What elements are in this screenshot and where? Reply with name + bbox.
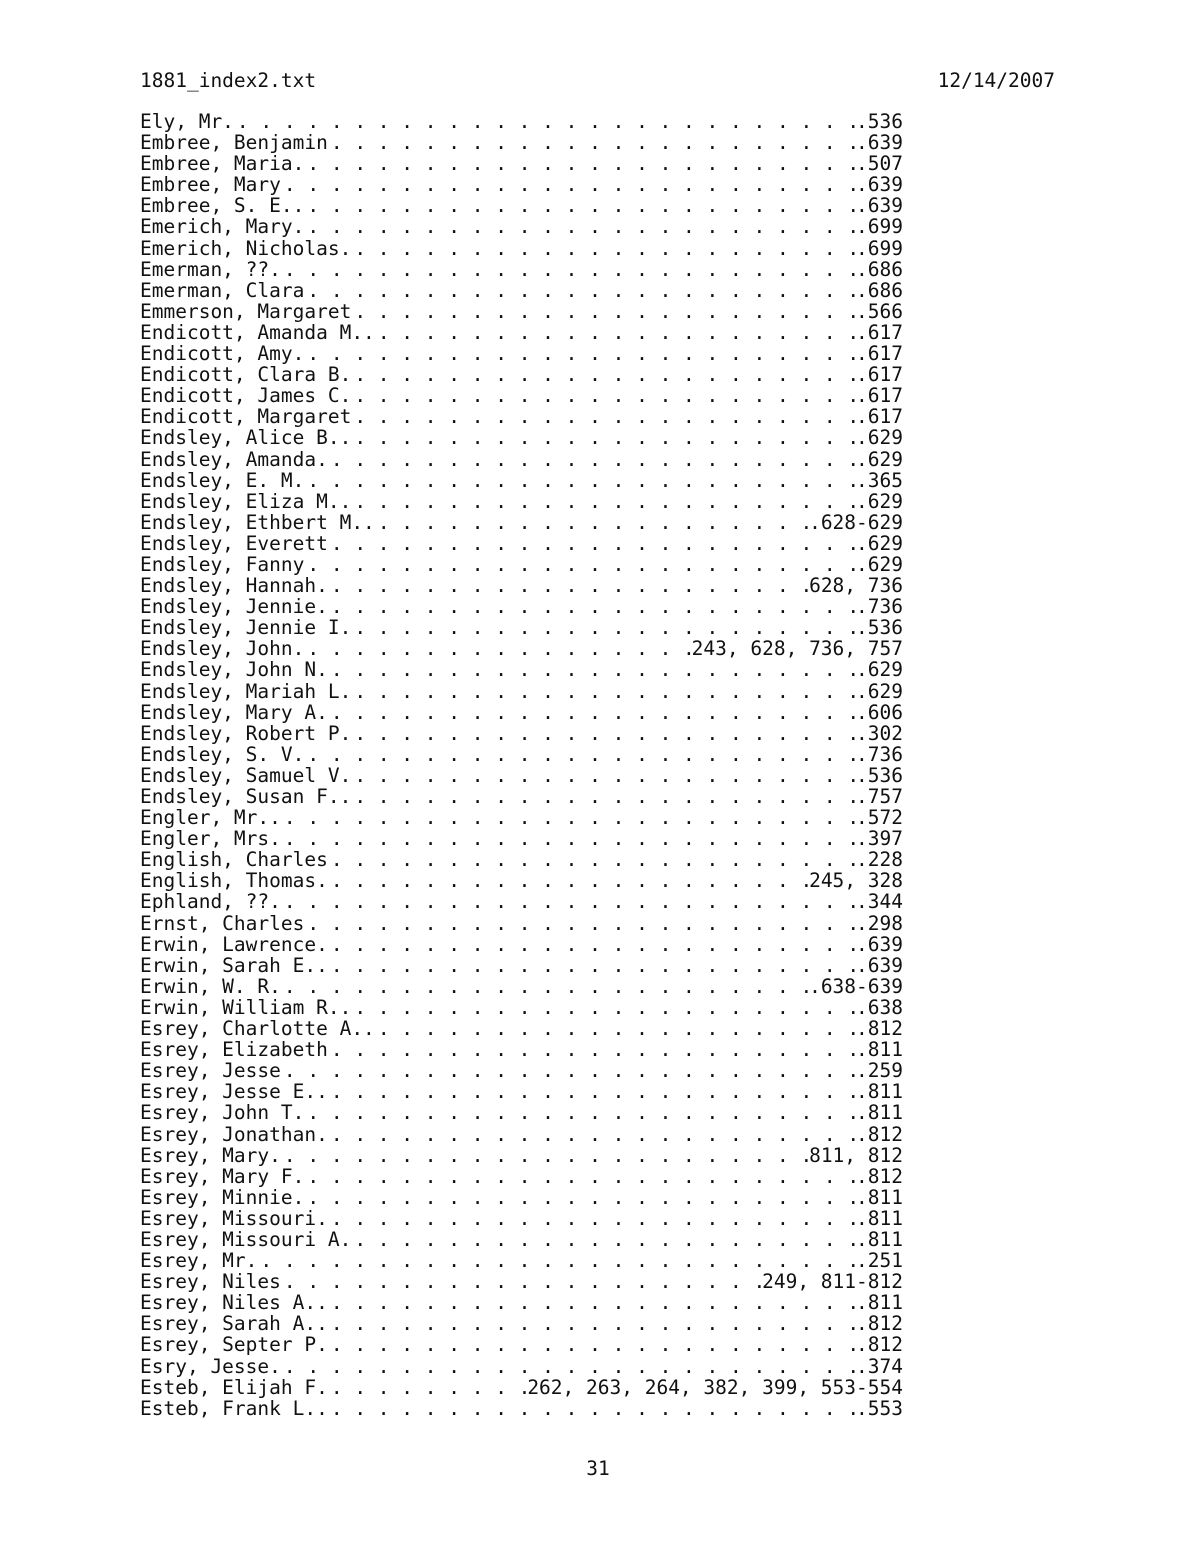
index-entry (140, 111, 903, 132)
dot-leader (331, 1292, 855, 1313)
index-entry (140, 364, 903, 385)
entry-pages: .606 (856, 701, 903, 723)
entry-pages: 243, 628, 736, 757 (691, 638, 903, 660)
entry-name: Esrey, Charlotte A.. (140, 1018, 375, 1040)
entry-pages: .811 (856, 1292, 903, 1314)
entry-pages: .628-629 (809, 511, 903, 533)
entry-name: Endicott, Amy. (140, 343, 305, 365)
file-name: 1881_index2.txt (140, 69, 317, 92)
entry-name: Erwin, William R.. (140, 996, 352, 1019)
index-entry (140, 849, 903, 870)
entry-pages: .365 (856, 469, 903, 491)
entry-name: Endsley, Susan F.. (140, 786, 352, 808)
entry-name: Endsley, Robert P. (140, 722, 352, 744)
entry-name: Endsley, Fanny (140, 553, 305, 576)
index-entry (140, 1229, 903, 1250)
entry-name: Esteb, Elijah F. (140, 1376, 328, 1398)
dot-leader (307, 913, 855, 934)
entry-name: Endsley, Alice B.. (140, 427, 352, 449)
dot-leader (284, 891, 855, 912)
entry-name: Endsley, Jennie I. (140, 617, 352, 639)
entry-pages: .812 (856, 1334, 903, 1356)
entry-name: Endsley, Hannah. (140, 575, 328, 597)
dot-leader (307, 470, 855, 491)
entry-pages: .629 (856, 448, 903, 470)
entry-pages: .629 (856, 427, 903, 449)
dot-leader (354, 786, 855, 807)
dot-leader (284, 828, 855, 849)
entry-pages: .344 (856, 891, 903, 913)
dot-leader (237, 111, 855, 132)
entry-name: Esrey, Jesse E.. (140, 1081, 328, 1103)
index-entry (140, 765, 903, 786)
entry-pages: .302 (856, 722, 903, 744)
index-entry (140, 1208, 903, 1229)
entry-name: Endicott, James C. (140, 385, 352, 407)
index-entry (140, 533, 903, 554)
entry-name: Esrey, Missouri A. (140, 1228, 352, 1251)
index-entry (140, 491, 903, 512)
entry-name: Ernst, Charles (140, 912, 305, 934)
index-entry (140, 702, 903, 723)
dot-leader (354, 238, 855, 259)
entry-name: Erwin, Lawrence. (140, 933, 328, 955)
index-entry (140, 786, 903, 807)
dot-leader (307, 554, 855, 575)
entry-name: Endsley, Samuel V. (140, 764, 352, 786)
dot-leader (284, 976, 808, 997)
dot-leader (307, 1102, 855, 1123)
dot-leader (378, 1018, 855, 1039)
index-entry (140, 1039, 903, 1060)
entry-name: Esry, Jesse. (140, 1355, 281, 1377)
index-entry (140, 195, 903, 216)
entry-pages: .397 (856, 828, 903, 850)
dot-leader (307, 343, 855, 364)
index-entry (140, 174, 903, 195)
dot-leader (331, 849, 855, 870)
dot-leader (307, 744, 855, 765)
entry-name: Esrey, Mr. (140, 1250, 258, 1272)
dot-leader (331, 1313, 855, 1334)
entry-name: Ely, Mr. (140, 111, 234, 133)
entry-name: English, Thomas. (140, 870, 328, 892)
entry-name: Engler, Mrs. (140, 828, 281, 850)
entry-pages: .629 (856, 680, 903, 702)
index-entry (140, 1187, 903, 1208)
print-date: 12/14/2007 (937, 69, 1055, 92)
entry-pages: .812 (856, 1165, 903, 1187)
entry-pages: .639 (856, 195, 903, 217)
entry-pages: .699 (856, 237, 903, 259)
entry-pages: .811 (856, 1081, 903, 1103)
dot-leader (354, 491, 855, 512)
dot-leader (331, 1208, 855, 1229)
index-entry (140, 322, 903, 343)
entry-pages: .811 (856, 1102, 903, 1124)
entry-pages: .566 (856, 300, 903, 322)
index-entry (140, 1313, 903, 1334)
index-entry (140, 681, 903, 702)
entry-name: Esrey, Septer P. (140, 1334, 328, 1356)
entry-name: Endsley, Jennie. (140, 596, 328, 618)
index-entry (140, 280, 903, 301)
dot-leader (331, 702, 855, 723)
entry-name: Emerman, Clara (140, 279, 305, 301)
entry-pages: .629 (856, 553, 903, 576)
entry-pages: .736 (856, 596, 903, 618)
index-entry (140, 132, 903, 153)
entry-name: Esteb, Frank L.. (140, 1397, 328, 1419)
entry-pages: .374 (856, 1355, 903, 1377)
entry-name: Esrey, Elizabeth (140, 1039, 328, 1061)
dot-leader (378, 512, 808, 533)
dot-leader (307, 216, 855, 237)
dot-leader (354, 385, 855, 406)
index-entry (140, 1124, 903, 1145)
dot-leader (331, 596, 855, 617)
entry-name: Ephland, ??. (140, 891, 281, 913)
index-entry (140, 1356, 903, 1377)
entry-pages: .736 (856, 743, 903, 765)
dot-leader (331, 575, 808, 596)
dot-leader (331, 132, 855, 153)
entry-pages: .812 (856, 1018, 903, 1040)
index-entry (140, 554, 903, 575)
entry-name: Engler, Mr.. (140, 807, 281, 829)
dot-leader (331, 659, 855, 680)
dot-leader (354, 723, 855, 744)
index-entry (140, 1377, 903, 1398)
entry-name: Erwin, W. R. (140, 975, 281, 997)
dot-leader (354, 765, 855, 786)
index-entry (140, 512, 903, 533)
entry-name: Embree, Benjamin (140, 132, 328, 154)
entry-pages: .686 (856, 279, 903, 301)
index-entry (140, 238, 903, 259)
index-entry (140, 1081, 903, 1102)
entry-pages: .811 (856, 1186, 903, 1208)
dot-leader (307, 153, 855, 174)
index-entry (140, 427, 903, 448)
entry-name: Esrey, Jesse (140, 1060, 281, 1082)
entry-name: Endsley, Amanda. (140, 448, 328, 470)
index-entry (140, 596, 903, 617)
index-entry (140, 913, 903, 934)
entry-pages: .536 (856, 764, 903, 786)
index-entry (140, 1398, 903, 1419)
entry-pages: .536 (856, 617, 903, 639)
dot-leader (284, 1060, 855, 1081)
index-entry (140, 1334, 903, 1355)
dot-leader (284, 1145, 808, 1166)
entry-pages: .251 (856, 1250, 903, 1272)
dot-leader (307, 280, 855, 301)
dot-leader (331, 533, 855, 554)
entry-name: Esrey, Niles (140, 1271, 281, 1293)
entry-pages: .617 (856, 406, 903, 428)
dot-leader (331, 1334, 855, 1355)
entry-name: Esrey, Mary F. (140, 1165, 305, 1187)
index-entry (140, 1145, 903, 1166)
dot-leader (354, 681, 855, 702)
dot-leader (331, 1398, 855, 1419)
entry-pages: .757 (856, 786, 903, 808)
entry-name: Esrey, Jonathan. (140, 1123, 328, 1145)
entry-pages: .228 (856, 849, 903, 871)
entry-name: Endsley, E. M. (140, 469, 305, 491)
entry-pages: .811 (856, 1039, 903, 1061)
entry-pages: .629 (856, 490, 903, 512)
entry-name: Endsley, Mariah L. (140, 680, 352, 702)
entry-name: Endsley, S. V. (140, 743, 305, 765)
entry-name: Erwin, Sarah E.. (140, 954, 328, 976)
entry-name: Endsley, Mary A. (140, 701, 328, 723)
entry-pages: .572 (856, 807, 903, 829)
entry-name: Endicott, Margaret (140, 406, 352, 428)
index-entry (140, 638, 903, 659)
entry-pages: .536 (856, 111, 903, 133)
entry-name: Endsley, Eliza M.. (140, 490, 352, 512)
dot-leader (260, 1250, 855, 1271)
index-entry (140, 891, 903, 912)
dot-leader (331, 1081, 855, 1102)
dot-leader (284, 1356, 855, 1377)
dot-leader (354, 427, 855, 448)
index-entry (140, 1166, 903, 1187)
dot-leader (307, 1187, 855, 1208)
entry-name: Esrey, Niles A.. (140, 1292, 328, 1314)
entry-pages: .259 (856, 1060, 903, 1082)
index-entry (140, 1271, 903, 1292)
entry-name: Esrey, Sarah A.. (140, 1313, 328, 1335)
entry-pages: .629 (856, 659, 903, 681)
dot-leader (284, 1271, 761, 1292)
entry-pages: .638-639 (809, 975, 903, 997)
entry-pages: 249, 811-812 (762, 1271, 903, 1293)
dot-leader (331, 934, 855, 955)
entry-pages: .639 (856, 132, 903, 154)
entry-pages: .639 (856, 933, 903, 955)
dot-leader (378, 322, 855, 343)
index-entry (140, 470, 903, 491)
index-entry (140, 216, 903, 237)
index-entry (140, 934, 903, 955)
dot-leader (331, 870, 808, 891)
entry-pages: .617 (856, 364, 903, 386)
page-number: 31 (586, 1457, 610, 1480)
dot-leader (307, 195, 855, 216)
index-entry (140, 976, 903, 997)
index-entry (140, 617, 903, 638)
index-entry (140, 807, 903, 828)
dot-leader (284, 807, 855, 828)
entry-pages: .507 (856, 153, 903, 175)
entry-name: Emerman, ??. (140, 258, 281, 280)
index-entry (140, 343, 903, 364)
dot-leader (331, 1377, 526, 1398)
entry-pages: .553 (856, 1397, 903, 1419)
entry-name: Embree, Maria. (140, 153, 305, 175)
dot-leader (354, 301, 855, 322)
entry-pages: .686 (856, 258, 903, 280)
entry-name: Emerich, Nicholas. (140, 237, 352, 259)
entry-name: Esrey, Mary. (140, 1144, 281, 1166)
dot-leader (331, 1124, 855, 1145)
entry-pages: .617 (856, 343, 903, 365)
entry-name: Esrey, John T. (140, 1102, 305, 1124)
dot-leader (331, 955, 855, 976)
entry-pages: .629 (856, 532, 903, 554)
dot-leader (354, 997, 855, 1018)
index-entry (140, 259, 903, 280)
index-entry (140, 1018, 903, 1039)
dot-leader (354, 1229, 855, 1250)
index-entry (140, 659, 903, 680)
dot-leader (354, 406, 855, 427)
entry-pages: .639 (856, 954, 903, 976)
entry-name: Endicott, Amanda M.. (140, 321, 375, 344)
dot-leader (307, 1166, 855, 1187)
dot-leader (331, 1039, 855, 1060)
entry-name: Endsley, John N. (140, 659, 328, 681)
dot-leader (307, 638, 690, 659)
index-entry (140, 385, 903, 406)
entry-pages: .699 (856, 216, 903, 238)
entry-pages: 811, 812 (809, 1144, 903, 1166)
index-entry (140, 449, 903, 470)
index-entry (140, 153, 903, 174)
index-entry (140, 1060, 903, 1081)
entry-pages: .617 (856, 321, 903, 344)
index-list (140, 111, 903, 1419)
index-entry (140, 828, 903, 849)
dot-leader (284, 259, 855, 280)
entry-name: Endicott, Clara B. (140, 364, 352, 386)
entry-pages: .298 (856, 912, 903, 934)
entry-name: Emerich, Mary. (140, 216, 305, 238)
entry-name: Endsley, Everett (140, 532, 328, 554)
entry-name: English, Charles (140, 849, 328, 871)
entry-name: Endsley, Ethbert M.. (140, 511, 375, 533)
entry-pages: 628, 736 (809, 575, 903, 597)
index-entry (140, 301, 903, 322)
index-entry (140, 406, 903, 427)
index-entry (140, 575, 903, 596)
entry-pages: 245, 328 (809, 870, 903, 892)
entry-pages: .617 (856, 385, 903, 407)
entry-pages: .812 (856, 1123, 903, 1145)
index-entry (140, 723, 903, 744)
entry-pages: .811 (856, 1228, 903, 1251)
index-entry (140, 1102, 903, 1123)
entry-name: Emmerson, Margaret (140, 300, 352, 322)
index-entry (140, 955, 903, 976)
entry-pages: .638 (856, 996, 903, 1019)
index-entry (140, 1250, 903, 1271)
dot-leader (284, 174, 855, 195)
dot-leader (354, 364, 855, 385)
index-entry (140, 744, 903, 765)
entry-pages: 262, 263, 264, 382, 399, 553-554 (527, 1376, 903, 1398)
entry-pages: .811 (856, 1207, 903, 1229)
entry-pages: .639 (856, 174, 903, 196)
dot-leader (354, 617, 855, 638)
entry-name: Embree, Mary (140, 174, 281, 196)
index-entry (140, 870, 903, 891)
entry-name: Embree, S. E.. (140, 195, 305, 217)
index-entry (140, 1292, 903, 1313)
entry-name: Endsley, John. (140, 638, 305, 660)
entry-name: Esrey, Missouri. (140, 1207, 328, 1229)
dot-leader (331, 449, 855, 470)
entry-name: Esrey, Minnie. (140, 1186, 305, 1208)
entry-pages: .812 (856, 1313, 903, 1335)
index-entry (140, 997, 903, 1018)
